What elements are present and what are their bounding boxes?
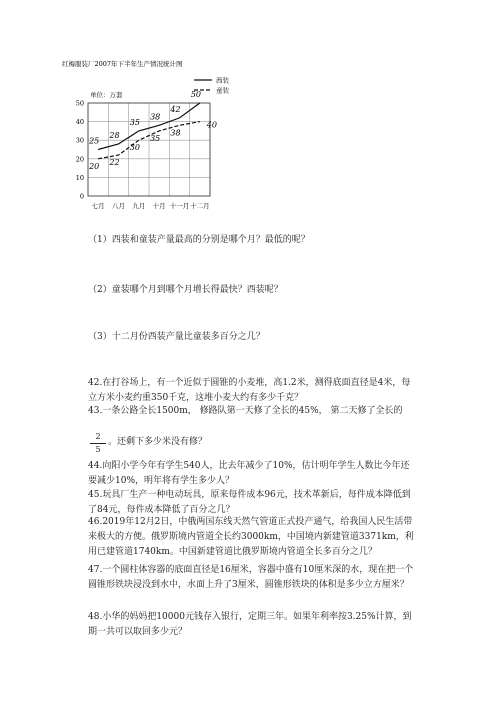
fraction-numerator: 2 (95, 432, 101, 441)
question-1: （1）西装和童装产量最高的分别是哪个月？最低的呢？ (88, 235, 310, 245)
data-label: 38 (170, 128, 181, 138)
data-label: 35 (150, 133, 161, 143)
chart-grid (88, 103, 210, 196)
problem-43-tail: 。还剩下多少米没有修？ (108, 437, 208, 447)
data-label: 22 (109, 158, 120, 168)
data-label: 40 (206, 120, 217, 130)
line-chart-svg (60, 58, 240, 218)
data-label: 25 (89, 136, 100, 146)
y-axis-ticks (76, 100, 84, 201)
y-tick-label: 40 (75, 118, 84, 127)
data-label: 35 (129, 117, 140, 127)
data-label: 42 (170, 104, 181, 114)
x-tick-label: 十月 (152, 202, 166, 210)
problem-45: 45.玩具厂生产一种电动玩具，原来每件成本96元，技术革新后，每件成本降低到了84元，每件成本降低了百分之几？ (88, 490, 411, 515)
y-tick-label: 10 (75, 173, 84, 182)
legend-label: 童装 (216, 86, 229, 95)
problem-42: 42.在打谷场上，有一个近似于圆锥的小麦堆，高1.2米，测得底面直径是4米，每立方米小麦约重350千克，这堆小麦大约有多少千克？ (88, 378, 411, 403)
question-3: （3）十二月份西装产量比童装多百分之几？ (88, 332, 265, 342)
question-2: （2）童装哪个月到哪个月增长得最快？西装呢？ (88, 285, 283, 295)
fraction-bar (90, 443, 106, 444)
x-axis-ticks (92, 201, 210, 210)
fraction-two-fifths (88, 432, 108, 455)
data-label: 38 (150, 112, 161, 122)
production-chart (60, 58, 240, 218)
x-tick-label: 九月 (132, 202, 146, 210)
fraction-denominator: 5 (95, 445, 101, 454)
y-tick-label: 30 (75, 136, 84, 145)
legend-label: 西装 (216, 76, 229, 85)
x-tick-label: 十二月 (190, 202, 210, 210)
problem-46: 46.2019年12月2日，中俄两国东线天然气管道正式投产通气，给我国人民生活带来极大的方便。俄罗斯境内管道全长约3000km，中国境内新建管道3371km，利用已建管道1740km。中国新建管道比俄罗斯境内管道全长多百分之几？ (88, 517, 414, 557)
data-label: 20 (89, 161, 100, 171)
unit-label: 单位：万套 (90, 91, 123, 99)
problem-44: 44.向阳小学今年有学生540人，比去年减少了10%，估计明年学生人数比今年还要减少10%，明年将有学生多少人？ (88, 461, 410, 486)
y-tick-label: 20 (75, 155, 84, 164)
data-label: 50 (190, 90, 201, 99)
chart-title: 红梅服装厂2007年下半年生产情况统计图 (62, 60, 183, 68)
data-label: 28 (109, 130, 120, 140)
data-label: 30 (129, 143, 140, 153)
y-tick-label: 50 (75, 99, 84, 108)
x-tick-label: 八月 (112, 202, 125, 210)
y-tick-label: 0 (79, 192, 84, 201)
problem-47: 47.一个圆柱体容器的底面直径是16厘米，容器中盛有10厘米深的水，现在把一个圆锥形铁块浸没到水中，水面上升了3厘米，圆锥形铁块的体积是多少立方厘米？ (88, 565, 414, 590)
problem-43: 43.一条公路全长1500m， 修路队第一天修了全长的45%， 第二天修了全长的 (88, 406, 403, 416)
x-tick-label: 七月 (91, 202, 105, 210)
x-tick-label: 十一月 (169, 202, 190, 210)
problem-48: 48.小华的妈妈把10000元钱存入银行，定期三年。如果年利率按3.25%计算，到期一共可以取回多少元？ (88, 612, 412, 637)
